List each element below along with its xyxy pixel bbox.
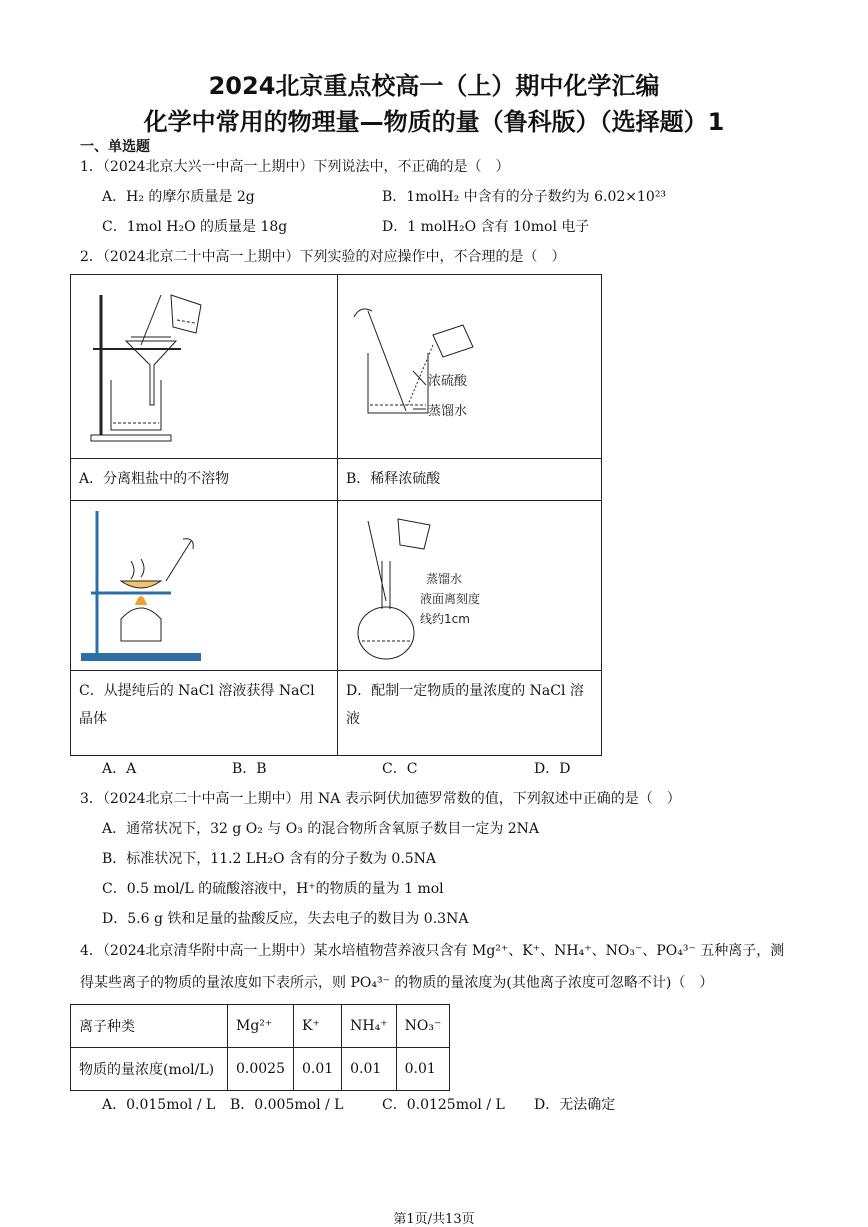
- q3-stem: 3．（2024北京二十中高一上期中）用 NA 表示阿伏加德罗常数的值，下列叙述中正确的是（ ）: [80, 791, 681, 807]
- label-flask-1cm: 线约1cm: [420, 612, 470, 626]
- q2-caption-b: B．稀释浓硫酸: [338, 459, 601, 501]
- dilution-apparatus-icon: [338, 275, 601, 459]
- label-distilled-water: 蒸馏水: [428, 404, 468, 419]
- table-cell: 物质的量浓度(mol/L): [71, 1048, 228, 1091]
- document-title-line2: 化学中常用的物理量—物质的量（鲁科版）（选择题）1: [143, 108, 725, 136]
- q3-option-d: D．5.6 g 铁和足量的盐酸反应，失去电子的数目为 0.3NA: [102, 911, 469, 927]
- volumetric-flask-icon: [338, 501, 601, 671]
- q2-option-d: D．D: [534, 761, 571, 777]
- q2-figure-grid: [70, 274, 602, 756]
- filtration-apparatus-icon: [71, 275, 338, 459]
- q1-option-b: B．1molH₂ 中含有的分子数约为 6.02×10²³: [382, 189, 667, 205]
- q4-option-d: D．无法确定: [534, 1097, 616, 1113]
- q2-caption-d: D．配制一定物质的量浓度的 NaCl 溶液: [346, 683, 584, 727]
- q2-stem: 2．（2024北京二十中高一上期中）下列实验的对应操作中，不合理的是（ ）: [80, 249, 566, 265]
- q1-option-a: A．H₂ 的摩尔质量是 2g: [102, 189, 255, 205]
- table-header-cell: 离子种类: [71, 1005, 228, 1048]
- q4-option-a: A．0.015mol / L: [102, 1097, 216, 1113]
- q4-stem-line1: 4．（2024北京清华附中高一上期中）某水培植物营养液只含有 Mg²⁺、K⁺、NH₄⁺、NO₃⁻、PO₄³⁻ 五种离子，测: [80, 943, 785, 959]
- table-cell: 0.01: [396, 1048, 450, 1091]
- q3-option-a: A．通常状况下，32 g O₂ 与 O₃ 的混合物所含氧原子数目一定为 2NA: [102, 821, 540, 837]
- q1-option-d: D．1 molH₂O 含有 10mol 电子: [382, 219, 590, 235]
- q2-option-b: B．B: [232, 761, 267, 777]
- table-header-cell: Mg²⁺: [228, 1005, 294, 1048]
- q2-cell-b-image: [338, 275, 601, 459]
- q4-option-b: B．0.005mol / L: [230, 1097, 344, 1113]
- label-conc-sulfuric-acid: 浓硫酸: [428, 374, 468, 389]
- page-footer: 第1页/共13页: [393, 1212, 475, 1227]
- evaporation-apparatus-icon: [71, 501, 338, 671]
- q2-caption-a: A．分离粗盐中的不溶物: [71, 459, 338, 501]
- q2-option-a: A．A: [102, 761, 137, 777]
- q4-option-c: C．0.0125mol / L: [382, 1097, 505, 1113]
- table-header-cell: NH₄⁺: [342, 1005, 396, 1048]
- q3-option-c: C．0.5 mol/L 的硫酸溶液中，H⁺的物质的量为 1 mol: [102, 881, 444, 897]
- label-flask-level: 液面离刻度: [420, 592, 481, 606]
- q1-option-c: C．1mol H₂O 的质量是 18g: [102, 219, 288, 235]
- table-header-cell: K⁺: [294, 1005, 342, 1048]
- q2-cell-d-image: [338, 501, 601, 671]
- table-header-cell: NO₃⁻: [396, 1005, 450, 1048]
- q1-stem: 1．（2024北京大兴一中高一上期中）下列说法中，不正确的是（ ）: [80, 159, 510, 175]
- table-cell: 0.01: [294, 1048, 342, 1091]
- q2-cell-a-image: [71, 275, 338, 459]
- q4-stem-line2: 得某些离子的物质的量浓度如下表所示，则 PO₄³⁻ 的物质的量浓度为(其他离子浓度可忽略不计)（ ）: [80, 975, 714, 991]
- label-flask-distilled-water: 蒸馏水: [426, 572, 463, 586]
- table-cell: 0.01: [342, 1048, 396, 1091]
- q2-option-c: C．C: [382, 761, 418, 777]
- q3-option-b: B．标准状况下，11.2 LH₂O 含有的分子数为 0.5NA: [102, 851, 437, 867]
- table-cell: 0.0025: [228, 1048, 294, 1091]
- q2-cell-c-image: [71, 501, 338, 671]
- ion-concentration-table: [70, 1004, 450, 1091]
- table-header-row: [71, 1005, 450, 1048]
- q2-caption-c: C．从提纯后的 NaCl 溶液获得 NaCl 晶体: [71, 671, 338, 755]
- section-heading: 一、单选题: [80, 139, 150, 155]
- table-row: [71, 1048, 450, 1091]
- document-title-line1: 2024北京重点校高一（上）期中化学汇编: [208, 72, 660, 100]
